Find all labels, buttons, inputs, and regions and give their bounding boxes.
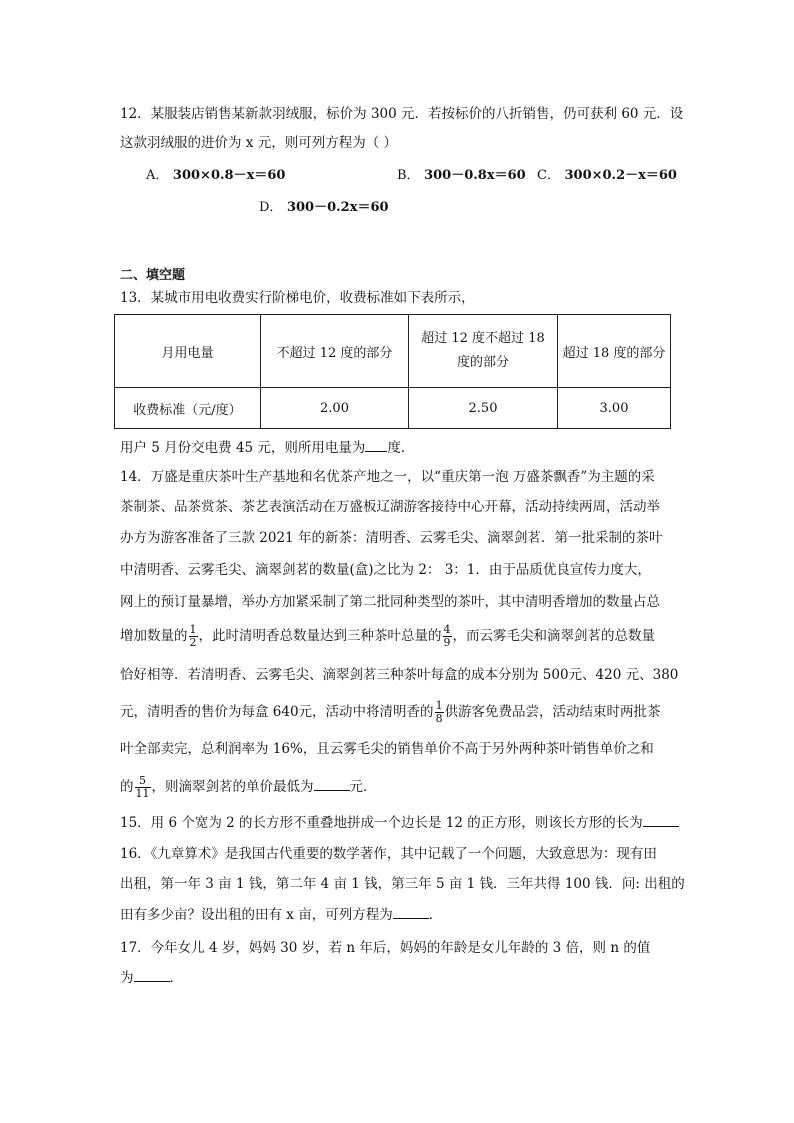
q14-text: 供游客免费品尝，活动结束时两批茶 [444, 704, 661, 720]
table-cell: 2.50 [409, 388, 558, 429]
q13-question [120, 437, 414, 459]
numerator: 1 [189, 623, 197, 636]
denominator: 2 [189, 636, 197, 649]
q16-text: 田有多少亩？设出租的田有 x 亩，可列方程为 [120, 907, 393, 923]
q12-line-2: 这款羽绒服的进价为 x 元，则可列方程为（ ） [120, 135, 397, 151]
q13-question-text: 用户 5 月份交电费 45 元，则所用电量为 [120, 440, 366, 456]
fraction-one-eighth [435, 700, 444, 725]
table-header-cell: 超过 18 度的部分 [558, 315, 671, 388]
answer-blank[interactable] [314, 776, 350, 791]
q14-text: 元． [349, 779, 377, 795]
q14-text: ，此时清明香总数量达到三种茶叶总量的 [198, 628, 442, 644]
option-key: D． [259, 200, 283, 215]
answer-blank[interactable] [393, 904, 429, 919]
denominator: 9 [443, 636, 451, 649]
fraction-four-ninths [443, 624, 452, 649]
q16-text: ． [428, 907, 443, 923]
q15-line [120, 812, 679, 834]
table-header-row [115, 315, 671, 388]
q12-option-a[interactable] [146, 164, 285, 183]
q12-option-c[interactable] [537, 164, 677, 183]
q14-line-5: 网上的预订量暴增，举办方加紧采制了第二批同种类型的茶叶，其中清明香增加的数量占总 [120, 594, 660, 610]
answer-blank[interactable] [643, 812, 679, 827]
q14-text: 增加数量的 [120, 628, 188, 644]
q17-text: 为 [120, 970, 134, 986]
q14-line-8 [120, 700, 661, 725]
q14-text: 元，清明香的售价为每盒 640元，活动中将清明香的 [120, 704, 434, 720]
option-expression: 300－0.2x＝60 [286, 200, 389, 215]
q13-question-end: 度． [387, 440, 415, 456]
q16-line-3 [120, 904, 442, 926]
q17-text: ． [169, 970, 183, 986]
q14-text: 的 [120, 779, 134, 795]
section-title-fill-in: 二、填空题 [120, 268, 186, 283]
table-cell: 2.00 [261, 388, 409, 429]
q12-option-d[interactable] [259, 196, 389, 215]
q14-line-1: 14．万盛是重庆茶叶生产基地和名优茶产地之一，以“重庆第一泡 万盛茶飘香”为主题的采 [120, 469, 655, 485]
q14-line-2: 茶制茶、品茶赏茶、茶艺表演活动在万盛板辽湖游客接待中心开幕，活动持续两周，活动举 [120, 499, 660, 515]
q16-line-1: 16．《九章算术》是我国古代重要的数学著作，其中记载了一个问题，大致意思为：现有田 [120, 846, 657, 862]
fraction-five-elevenths [135, 775, 151, 800]
option-key: A． [146, 168, 169, 183]
q14-line-3: 办方为游客准备了三款 2021 年的新茶：清明香、云雾毛尖、滴翠剑茗．第一批采制的茶叶 [120, 530, 663, 546]
table-cell: 3.00 [558, 388, 671, 429]
denominator: 11 [135, 787, 150, 800]
numerator: 1 [435, 699, 443, 712]
table-header-cell: 月用电量 [115, 315, 261, 388]
denominator: 8 [435, 712, 443, 725]
table-header-cell [409, 315, 558, 388]
q12-option-b[interactable] [397, 164, 526, 183]
q14-line-6 [120, 624, 655, 649]
option-expression: 300×0.2－x＝60 [564, 168, 677, 183]
answer-blank[interactable] [365, 437, 387, 452]
q14-line-4: 中清明香、云雾毛尖、滴翠剑茗的数量(盒)之比为 2： 3：1．由于品质优良宣传力度大， [120, 562, 651, 578]
q14-line-9: 叶全部卖完，总利润率为 16%，且云雾毛尖的销售单价不高于另外两种茶叶销售单价之和 [120, 741, 654, 757]
answer-blank[interactable] [134, 967, 170, 982]
q16-line-2: 出租，第一年 3 亩 1 钱，第二年 4 亩 1 钱，第三年 5 亩 1 钱．三年共得 100 钱．问: 出租的 [120, 876, 685, 892]
numerator: 5 [135, 775, 151, 788]
fraction-one-half [189, 624, 198, 649]
q14-text: ，而云雾毛尖和滴翠剑茗的总数量 [452, 628, 655, 644]
option-key: C． [537, 168, 560, 183]
q12-line-1: 12．某服装店销售某新款羽绒服，标价为 300 元．若按标价的八折销售，仍可获利 60 元．设 [120, 106, 684, 122]
table-row-label: 收费标准（元/度） [115, 388, 261, 429]
option-expression: 300－0.8x＝60 [424, 168, 526, 183]
option-expression: 300×0.8－x＝60 [172, 168, 286, 183]
fee-table [114, 314, 671, 429]
table-header-cell: 不超过 12 度的部分 [261, 315, 409, 388]
table-row [115, 388, 671, 429]
q14-line-7: 恰好相等．若清明香、云雾毛尖、滴翠剑茗三种茶叶每盒的成本分别为 500元、420 元、380 [120, 667, 679, 683]
header-text-part: 度的部分 [456, 355, 509, 370]
q15-text: 15．用 6 个宽为 2 的长方形不重叠地拼成一个边长是 12 的正方形，则该长方形的长为 [120, 815, 643, 831]
q14-line-10 [120, 775, 377, 800]
q17-line-2 [120, 967, 183, 989]
q14-text: ，则滴翠剑茗的单价最低为 [151, 779, 314, 795]
option-key: B． [397, 168, 420, 183]
numerator: 4 [443, 623, 451, 636]
header-text-part: 超过 12 度不超过 18 [421, 331, 545, 346]
q13-intro: 13．某城市用电收费实行阶梯电价，收费标准如下表所示， [120, 290, 475, 306]
q17-line-1: 17．今年女儿 4 岁，妈妈 30 岁，若 n 年后，妈妈的年龄是女儿年龄的 3 倍，则 n 的值 [120, 940, 651, 956]
